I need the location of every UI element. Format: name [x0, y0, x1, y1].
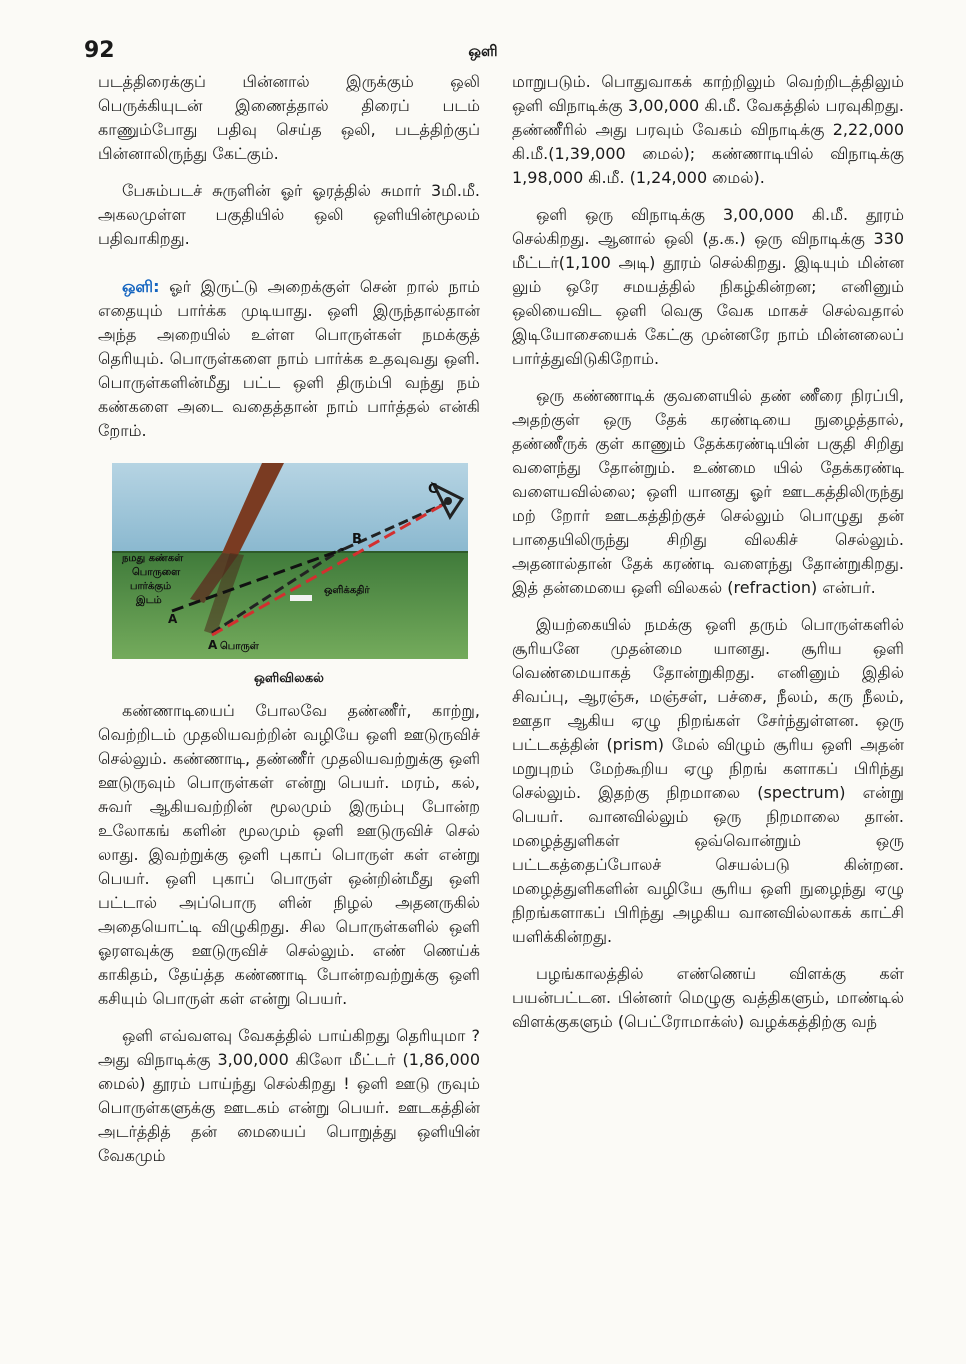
fig-label-a2: A — [208, 638, 218, 652]
running-title: ஒளி — [468, 42, 498, 60]
paragraph-text: ஓர் இருட்டு அறைக்குள் சென் றால் நாம் எதையும் பார்க்க முடியாது. ஒளி இருந்தால்தான் அந்த அறையில் உள்ள பொருள்கள் நமக்குத் தெரியும். பொருள்களை நாம் பார்க்க உதவுவது ஒளி. பொருள்களின்மீது பட்ட ஒளி திரும்பி வந்து நம் கண்களை அடை வதைத்தான் நாம் பார்த்தல் என்கி றோம். — [98, 277, 480, 440]
fig-label-seen-4: இடம் — [136, 595, 162, 606]
paragraph: ஒரு கண்ணாடிக் குவளையில் தண் ணீரை நிரப்பி, அதற்குள் ஒரு தேக் கரண்டியை நுழைத்தால், தண்ணீருக் குள் காணும் தேக்கரண்டியின் பகுதி சிறிது வளைந்து தோன்றும். உண்மை யில் தேக்கரண்டி வளையவில்லை; ஒளி யானது ஓர் ஊடகத்திலிருந்து மற் றோர் ஊடகத்திற்குச் செல்லும் பொழுது தன் பாதையிலிருந்து சிறிது விலகிச் செல்லும். அதனால்தான் தேக் கரண்டி வளைந்து தோன்றுகிறது. இத் தன்மையை ஒளி விலகல் (refraction) என்பர். — [512, 386, 904, 597]
paragraph: பேசும்படச் சுருளின் ஓர் ஓரத்தில் சுமார் 3மி.மீ. அகலமுள்ள பகுதியில் ஒலி ஒளியின்மூலம் பதிவாகிறது. — [98, 181, 480, 248]
sky-area — [112, 463, 468, 553]
paragraph: ஒளி எவ்வளவு வேகத்தில் பாய்கிறது தெரியுமா ? அது விநாடிக்கு 3,00,000 கிலோ மீட்டர் (1,86,000 மைல்) தூரம் பாய்ந்து செல்கிறது ! ஒளி ஊடு ருவும் பொருள்களுக்கு ஊடகம் என்று பெயர். ஊடகத்தின் அடர்த்தித் தன் மையைப் பொறுத்து ஒளியின் வேகமும் — [98, 1026, 480, 1165]
paragraph: படத்திரைக்குப் பின்னால் இருக்கும் ஒலி பெருக்கியுடன் இணைத்தால் திரைப் படம் காணும்போது பதிவு செய்த ஒலி, படத்திற்குப் பின்னாலிருந்து கேட்கும். — [98, 72, 480, 163]
left-column — [98, 70, 480, 1181]
fig-label-b: B — [352, 532, 362, 547]
refraction-illustration — [112, 463, 468, 659]
refraction-figure — [112, 463, 468, 659]
fig-label-c: C — [428, 482, 438, 497]
paragraph: பழங்காலத்தில் எண்ணெய் விளக்கு கள் பயன்பட்டன. பின்னர் மெழுகு வத்திகளும், மாண்டில் விளக்குகளும் (பெட்ரோமாக்ஸ்) வழக்கத்திற்கு வந் — [512, 964, 904, 1031]
paragraph: கண்ணாடியைப் போலவே தண்ணீர், காற்று, வெற்றிடம் முதலியவற்றின் வழியே ஒளி ஊடுருவிச் செல்லும். கண்ணாடி, தண்ணீர் முதலியவற்றுக்கு ஒளி ஊடுருவும் பொருள்கள் என்று பெயர். மரம், கல், சுவர் ஆகியவற்றின் மூலமும் இரும்பு போன்ற உலோகங் களின் மூலமும் ஒளி ஊடுருவிச் செல் லாது. இவற்றுக்கு ஒளி புகாப் பொருள் கள் என்று பெயர். ஒளி புகாப் பொருள் ஒன்றின்மீது ஒளி பட்டால் அப்பொரு ளின் நிழல் அதனருகில் அதையொட்டி விழுகிறது. சில பொருள்களில் ஒளி ஓரளவுக்கு ஊடுருவிச் செல்லும். எண் ணெய்க் காகிதம், தேய்த்த கண்ணாடி போன்றவற்றுக்கு ஒளி கசியும் பொருள் கள் என்று பெயர். — [98, 701, 480, 1008]
fig-label-seen-2: பொருளை — [132, 567, 181, 578]
fig-label-seen-1: நமது கண்கள் — [122, 553, 184, 564]
paragraph: இயற்கையில் நமக்கு ஒளி தரும் பொருள்களில் சூரியனே முதன்மை யானது. சூரிய ஒளி வெண்மையாகத் தோன்றுகிறது. எனினும் இதில் சிவப்பு, ஆரஞ்சு, மஞ்சள், பச்சை, நீலம், கரு நீலம், ஊதா ஆகிய ஏழு நிறங்கள் சேர்ந்துள்ளன. ஒரு பட்டகத்தின் (prism) மேல் விழும் சூரிய ஒளி அதன் மறுபுறம் மேற்கூறிய ஏழு நிறங் களாகப் பிரிந்து செல்லும். இதற்கு நிறமாலை (spectrum) என்று பெயர். வானவில்லும் ஒரு நிறமாலை தான். மழைத்துளிகள் ஒவ்வொன்றும் ஒரு பட்டகத்தைப்போலச் செயல்படு கின்றன. மழைத்துளிகளின் வழியே சூரிய ஒளி நுழைந்து ஏழு நிறங்களாகப் பிரிந்து அழகிய வானவில்லாகக் காட்சி யளிக்கின்றது. — [512, 615, 904, 946]
fig-label-ray: ஒளிக்கதிர் — [324, 585, 370, 596]
paragraph: மாறுபடும். பொதுவாகக் காற்றிலும் வெற்றிடத்திலும் ஒளி விநாடிக்கு 3,00,000 கி.மீ. வேகத்தில் பரவுகிறது. தண்ணீரில் அது பரவும் வேகம் விநாடிக்கு 2,22,000 கி.மீ.(1,39,000 மைல்); கண்ணாடியில் விநாடிக்கு 1,98,000 கி.மீ. (1,24,000 மைல்). — [512, 72, 904, 187]
figure-caption: ஒளிவிலகல் — [254, 671, 324, 686]
paragraph: ஒளி ஒரு விநாடிக்கு 3,00,000 கி.மீ. தூரம் செல்கிறது. ஆனால் ஒலி (த.க.) ஒரு விநாடிக்கு 330 மீட்டர்(1,100 அடி) தூரம் செல்கிறது. இடியும் மின்ன லும் ஒரே சமயத்தில் நிகழ்கின்றன; எனினும் ஒலியைவிட ஒளி வெகு வேக மாகச் செல்வதால் இடியோசையைக் கேட்கு முன்னரே நாம் மின்னலைப் பார்த்துவிடுகிறோம். — [512, 205, 904, 368]
white-mark — [290, 595, 312, 601]
fig-label-seen-3: பார்க்கும் — [130, 581, 172, 592]
paragraph-light — [98, 275, 480, 443]
fig-label-object: பொருள் — [220, 641, 259, 652]
right-column — [512, 70, 904, 1047]
fig-label-a: A — [168, 612, 178, 626]
section-heading-light: ஒளி: — [122, 277, 160, 296]
page-number: 92 — [84, 38, 115, 63]
